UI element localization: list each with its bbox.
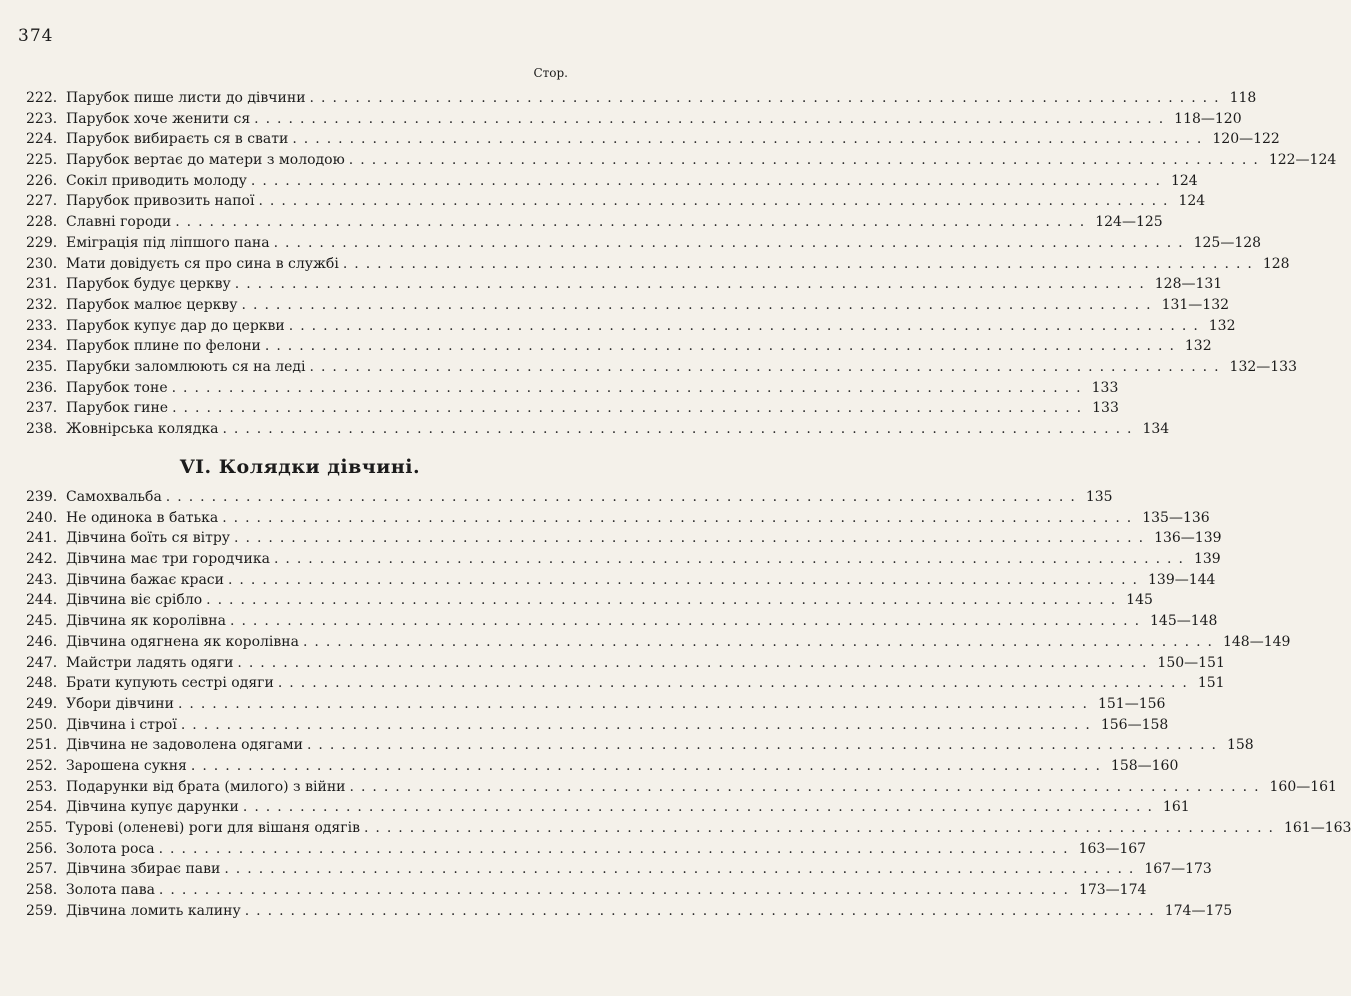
entry-number: 254. bbox=[26, 799, 58, 816]
entry-number: 225. bbox=[26, 152, 58, 169]
dot-leader: ................................................................................ bbox=[363, 820, 1280, 836]
entry-number: 248. bbox=[26, 675, 58, 692]
entry-number: 231. bbox=[26, 276, 58, 293]
dot-leader: ................................................................................ bbox=[175, 214, 1092, 231]
entry-pages: 160—161 bbox=[1269, 778, 1337, 795]
entry-number: 227. bbox=[26, 193, 58, 210]
entry-pages: 173—174 bbox=[1078, 882, 1147, 899]
toc-entry bbox=[26, 590, 1153, 611]
dot-leader: ................................................................................ bbox=[241, 296, 1158, 313]
entry-title: Парубок малює церкву bbox=[66, 296, 238, 313]
entry-title: Не одинока в батька bbox=[66, 509, 219, 526]
entry-number: 259. bbox=[26, 902, 58, 919]
entry-number: 249. bbox=[26, 695, 58, 712]
toc-entry bbox=[26, 528, 1222, 549]
toc-entry bbox=[26, 756, 1179, 777]
dot-leader: ................................................................................ bbox=[222, 509, 1139, 526]
toc-entry bbox=[26, 316, 1236, 337]
toc-entry bbox=[26, 673, 1225, 694]
entry-title: Парубок будує церкву bbox=[66, 276, 231, 293]
toc-entry bbox=[26, 694, 1166, 715]
entry-pages: 128 bbox=[1262, 255, 1290, 272]
toc-entry bbox=[26, 212, 1163, 233]
entry-pages: 135 bbox=[1085, 489, 1113, 505]
entry-title: Дівчина ломить калину bbox=[66, 902, 241, 919]
entry-title: Дівчина віє срібло bbox=[66, 592, 203, 609]
entry-pages: 132 bbox=[1184, 338, 1212, 355]
entry-number: 245. bbox=[26, 613, 58, 630]
entry-number: 255. bbox=[26, 820, 58, 836]
entry-title: Парубок хоче женити ся bbox=[66, 110, 251, 127]
entry-number: 229. bbox=[26, 234, 58, 251]
entry-pages: 132 bbox=[1208, 317, 1236, 334]
dot-leader: ................................................................................ bbox=[254, 110, 1171, 127]
entry-title: Убори дівчини bbox=[66, 695, 174, 712]
entry-title: Золота роса bbox=[66, 840, 155, 857]
entry-pages: 161 bbox=[1162, 799, 1190, 816]
dot-leader: ................................................................................ bbox=[292, 131, 1209, 148]
toc-entry bbox=[26, 150, 1337, 171]
toc-entry bbox=[26, 570, 1216, 591]
dot-leader: ................................................................................ bbox=[342, 255, 1259, 272]
dot-leader: ................................................................................ bbox=[288, 317, 1205, 334]
entry-pages: 136—139 bbox=[1154, 530, 1222, 547]
toc-entry bbox=[26, 735, 1254, 756]
dot-leader: ................................................................................ bbox=[264, 338, 1181, 355]
entry-title: Парубок плине по фелони bbox=[66, 338, 261, 355]
dot-leader: ................................................................................ bbox=[172, 400, 1089, 417]
entry-pages: 124 bbox=[1178, 193, 1206, 210]
entry-number: 247. bbox=[26, 654, 58, 671]
toc-list-before bbox=[26, 88, 1337, 440]
entry-pages: 133 bbox=[1091, 379, 1119, 396]
entry-pages: 135—136 bbox=[1142, 509, 1210, 526]
dot-leader: ................................................................................ bbox=[224, 861, 1141, 878]
entry-pages: 151 bbox=[1197, 675, 1225, 692]
entry-pages: 124 bbox=[1170, 172, 1198, 189]
toc-entry bbox=[26, 818, 1351, 839]
entry-number: 222. bbox=[26, 90, 58, 106]
entry-pages: 124—125 bbox=[1095, 214, 1163, 231]
entry-pages: 131—132 bbox=[1161, 296, 1230, 313]
entry-number: 238. bbox=[26, 421, 58, 437]
entry-title: Самохвальба bbox=[66, 489, 162, 505]
entry-number: 242. bbox=[26, 551, 58, 568]
entry-pages: 134 bbox=[1142, 421, 1170, 437]
toc-entry bbox=[26, 336, 1212, 357]
entry-pages: 163—167 bbox=[1078, 840, 1147, 857]
entry-title: Парубок вибираєть ся в свати bbox=[66, 131, 289, 148]
dot-leader: ................................................................................ bbox=[227, 571, 1144, 588]
entry-pages: 158—160 bbox=[1110, 757, 1179, 774]
toc-entry bbox=[26, 274, 1223, 295]
toc-entry bbox=[26, 419, 1170, 440]
toc-entry bbox=[26, 129, 1280, 150]
dot-leader: ................................................................................ bbox=[302, 633, 1219, 650]
entry-pages: 133 bbox=[1092, 400, 1119, 417]
entry-pages: 120—122 bbox=[1212, 131, 1280, 148]
entry-title: Подарунки від брата (милого) з війни bbox=[66, 778, 346, 795]
entry-number: 236. bbox=[26, 379, 58, 396]
toc-entry bbox=[26, 632, 1291, 653]
dot-leader: ................................................................................ bbox=[180, 716, 1097, 733]
entry-number: 228. bbox=[26, 214, 58, 231]
toc-entry bbox=[26, 653, 1225, 674]
entry-title: Дівчина як королівна bbox=[66, 613, 226, 630]
dot-leader: ................................................................................ bbox=[234, 530, 1151, 547]
entry-number: 251. bbox=[26, 737, 58, 754]
dot-leader: ................................................................................ bbox=[309, 90, 1226, 106]
entry-number: 252. bbox=[26, 757, 58, 774]
toc-entry bbox=[26, 171, 1198, 192]
dot-leader: ................................................................................ bbox=[165, 489, 1082, 505]
entry-title: Дівчина і строї bbox=[66, 716, 177, 733]
entry-title: Дівчина не задоволена одягами bbox=[66, 737, 303, 754]
toc-entry bbox=[26, 233, 1262, 254]
entry-title: Дівчина боїть ся вітру bbox=[66, 530, 231, 547]
page-number: 374 bbox=[18, 26, 54, 46]
toc-entry bbox=[26, 508, 1210, 529]
dot-leader: ................................................................................ bbox=[309, 358, 1226, 375]
entry-pages: 139 bbox=[1193, 551, 1221, 568]
entry-pages: 128—131 bbox=[1154, 276, 1223, 293]
entry-pages: 145 bbox=[1126, 592, 1153, 609]
entry-pages: 118—120 bbox=[1174, 110, 1242, 127]
entry-number: 244. bbox=[26, 592, 58, 609]
entry-number: 237. bbox=[26, 400, 58, 417]
entry-number: 253. bbox=[26, 778, 58, 795]
dot-leader: ................................................................................ bbox=[237, 654, 1154, 671]
toc-entry bbox=[26, 191, 1206, 212]
entry-title: Брати купують сестрі одяги bbox=[66, 675, 274, 692]
toc-entry bbox=[26, 254, 1290, 275]
entry-pages: 125—128 bbox=[1193, 234, 1262, 251]
toc-entry bbox=[26, 715, 1169, 736]
entry-title: Мати довідуєть ся про сина в службі bbox=[66, 255, 339, 272]
entry-title: Парубок купує дар до церкви bbox=[66, 317, 285, 334]
entry-title: Парубки заломлюють ся на леді bbox=[66, 358, 306, 375]
entry-title: Золота пава bbox=[66, 882, 155, 899]
dot-leader: ................................................................................ bbox=[190, 757, 1107, 774]
entry-title: Парубок привозить напої bbox=[66, 193, 255, 210]
entry-title: Парубок вертає до матери з молодою bbox=[66, 152, 345, 169]
entry-title: Дівчина має три городчика bbox=[66, 551, 270, 568]
toc-entry bbox=[26, 797, 1190, 818]
dot-leader: ................................................................................ bbox=[177, 695, 1094, 712]
entry-pages: 132—133 bbox=[1229, 358, 1297, 375]
toc-entry bbox=[26, 880, 1147, 901]
entry-number: 235. bbox=[26, 358, 58, 375]
toc-entry bbox=[26, 109, 1242, 130]
dot-leader: ................................................................................ bbox=[230, 613, 1147, 630]
entry-title: Дівчина бажає краси bbox=[66, 571, 224, 588]
dot-leader: ................................................................................ bbox=[158, 840, 1075, 857]
entry-title: Дівчина збирає пави bbox=[66, 861, 221, 878]
toc-entry bbox=[26, 901, 1233, 922]
entry-title: Сокіл приводить молоду bbox=[66, 172, 247, 189]
entry-number: 256. bbox=[26, 840, 58, 857]
entry-number: 226. bbox=[26, 172, 58, 189]
dot-leader: ................................................................................ bbox=[258, 193, 1175, 210]
entry-pages: 118 bbox=[1229, 90, 1257, 106]
toc-entry bbox=[26, 839, 1147, 860]
entry-number: 241. bbox=[26, 530, 58, 547]
entry-pages: 174—175 bbox=[1164, 902, 1233, 919]
toc-entry bbox=[26, 295, 1230, 316]
entry-number: 233. bbox=[26, 317, 58, 334]
entry-title: Дівчина одягнена як королівна bbox=[66, 633, 299, 650]
entry-pages: 161—163 bbox=[1283, 820, 1351, 836]
entry-number: 234. bbox=[26, 338, 58, 355]
entry-title: Зарошена сукня bbox=[66, 757, 187, 774]
toc-entry bbox=[26, 777, 1337, 798]
entry-pages: 122—124 bbox=[1268, 152, 1337, 169]
entry-number: 257. bbox=[26, 861, 58, 878]
entry-title: Дівчина купує дарунки bbox=[66, 799, 239, 816]
dot-leader: ................................................................................ bbox=[250, 172, 1167, 189]
dot-leader: ................................................................................ bbox=[306, 737, 1223, 754]
dot-leader: ................................................................................ bbox=[158, 882, 1075, 899]
entry-number: 258. bbox=[26, 882, 58, 899]
dot-leader: ................................................................................ bbox=[349, 778, 1266, 795]
toc-entry bbox=[26, 88, 1257, 109]
toc-entry bbox=[26, 357, 1297, 378]
entry-number: 223. bbox=[26, 110, 58, 127]
entry-title: Жовнірська колядка bbox=[66, 421, 219, 437]
section-title: VI. Колядки дівчині. bbox=[179, 456, 421, 478]
entry-title: Турові (оленеві) роги для вішаня одягів bbox=[66, 820, 360, 836]
toc-entry bbox=[26, 378, 1119, 399]
entry-pages: 148—149 bbox=[1222, 633, 1291, 650]
entry-number: 232. bbox=[26, 296, 58, 313]
dot-leader: ................................................................................ bbox=[222, 421, 1139, 437]
entry-title: Майстри ладять одяги bbox=[66, 654, 234, 671]
entry-pages: 158 bbox=[1226, 737, 1254, 754]
toc-entry bbox=[26, 549, 1221, 570]
toc-entry bbox=[26, 859, 1212, 880]
entry-title: Славні городи bbox=[66, 214, 172, 231]
dot-leader: ................................................................................ bbox=[273, 551, 1190, 568]
dot-leader: ................................................................................ bbox=[273, 234, 1190, 251]
toc-entry bbox=[26, 611, 1218, 632]
entry-pages: 139—144 bbox=[1148, 571, 1216, 588]
entry-pages: 156—158 bbox=[1100, 716, 1169, 733]
entry-pages: 150—151 bbox=[1157, 654, 1225, 671]
dot-leader: ................................................................................ bbox=[171, 379, 1088, 396]
page-column-header: Стор. bbox=[533, 66, 568, 80]
toc-list-after bbox=[26, 487, 1351, 921]
entry-number: 239. bbox=[26, 489, 58, 505]
toc-entry bbox=[26, 398, 1119, 419]
entry-title: Парубок тоне bbox=[66, 379, 168, 396]
entry-number: 240. bbox=[26, 509, 58, 526]
entry-title: Парубок гине bbox=[66, 400, 169, 417]
toc-entry bbox=[26, 487, 1113, 508]
dot-leader: ................................................................................ bbox=[234, 276, 1151, 293]
entry-pages: 145—148 bbox=[1150, 613, 1218, 630]
entry-number: 250. bbox=[26, 716, 58, 733]
entry-number: 246. bbox=[26, 633, 58, 650]
dot-leader: ................................................................................ bbox=[242, 799, 1159, 816]
entry-number: 243. bbox=[26, 571, 58, 588]
dot-leader: ................................................................................ bbox=[244, 902, 1161, 919]
entry-number: 224. bbox=[26, 131, 58, 148]
dot-leader: ................................................................................ bbox=[277, 675, 1194, 692]
entry-title: Парубок пише листи до дівчини bbox=[66, 90, 306, 106]
entry-number: 230. bbox=[26, 255, 58, 272]
entry-pages: 167—173 bbox=[1144, 861, 1212, 878]
dot-leader: ................................................................................ bbox=[348, 152, 1265, 169]
dot-leader: ................................................................................ bbox=[206, 592, 1123, 609]
entry-pages: 151—156 bbox=[1097, 695, 1166, 712]
entry-title: Еміграція під лiпшого пана bbox=[66, 234, 270, 251]
